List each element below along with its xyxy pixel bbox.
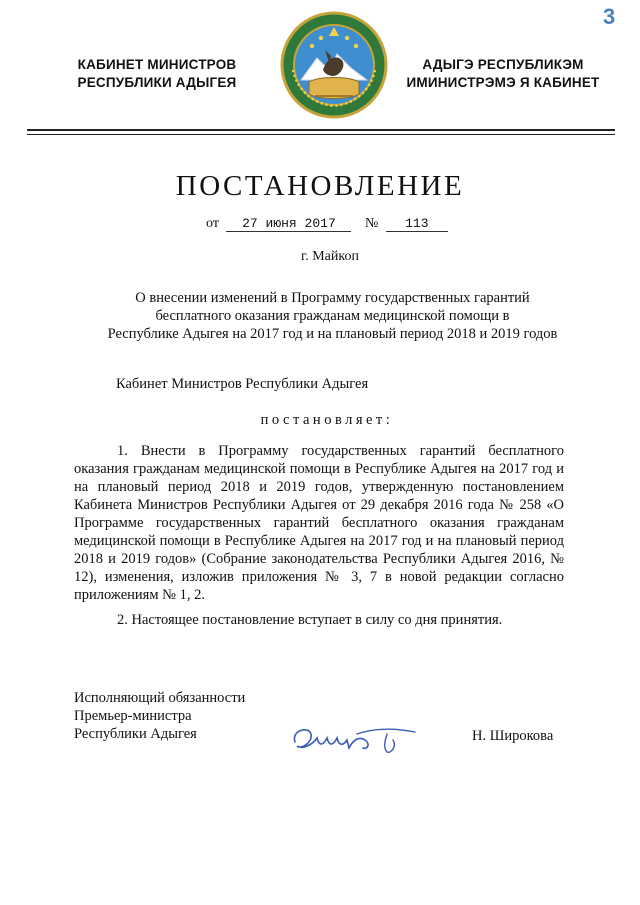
subject-line2: бесплатного оказания гражданам медицинской помощи в — [155, 308, 510, 324]
subject-line3: Республике Адыгея на 2017 год и на плановый период 2018 и 2019 годов — [107, 326, 558, 342]
header-rule-thin — [27, 134, 615, 135]
signatory-line1: Исполняющий обязанности — [74, 690, 246, 706]
coat-of-arms-icon — [279, 10, 389, 120]
signer-name: Н. Широкова — [472, 728, 554, 744]
corner-mark: 3 — [603, 4, 616, 29]
document-title: ПОСТАНОВЛЕНИЕ — [175, 170, 465, 202]
header-right-line2: ИМИНИСТРЭМЭ Я КАБИНЕТ — [406, 75, 600, 90]
date-number-row — [206, 216, 448, 232]
signatory-line2: Премьер-министра — [74, 708, 192, 724]
issuing-body: Кабинет Министров Республики Адыгея — [116, 376, 369, 392]
header-left-line2: РЕСПУБЛИКИ АДЫГЕЯ — [77, 75, 237, 90]
date-prefix: от — [206, 216, 219, 231]
number-label: № — [364, 216, 379, 231]
subject-line1: О внесении изменений в Программу государственных гарантий — [135, 290, 530, 306]
header-right-line1: АДЫГЭ РЕСПУБЛИКЭМ — [422, 57, 584, 72]
header-left-line1: КАБИНЕТ МИНИСТРОВ — [77, 57, 237, 72]
document-subject — [60, 289, 605, 343]
decides-label: постановляет: — [260, 412, 394, 428]
paragraph-1: 1. Внести в Программу государственных гарантий бесплатного оказания гражданам медицинской помощи в Республике Адыгея на 2017 год и на плановый период 2018 и 2019 годов, утвержденную постановлением Кабинета Министров Республики Адыгея от 29 декабря 2016 года № 258 «О Программе государственных гарантий бесплатного оказания гражданам медицинской помощи в Республике Адыгея на 2017 год и на плановый период 2018 и 2019 годов» (Собрание законодательства Республики Адыгея 2016, № 12), изменения, изложив приложения № 3, 7 в новой редакции согласно приложениям № 1, 2. — [74, 443, 564, 603]
header-left — [52, 56, 262, 92]
number-field: 113 — [386, 217, 448, 232]
header-rule-thick — [27, 129, 615, 131]
city: г. Майкоп — [301, 249, 359, 264]
signatory-line3: Республики Адыгея — [74, 726, 197, 742]
date-field: 27 июня 2017 — [226, 217, 351, 232]
paragraph-2: 2. Настоящее постановление вступает в силу со дня принятия. — [117, 612, 503, 628]
header-right — [388, 56, 618, 92]
signatory-position — [74, 689, 245, 743]
handwritten-signature — [287, 720, 422, 760]
